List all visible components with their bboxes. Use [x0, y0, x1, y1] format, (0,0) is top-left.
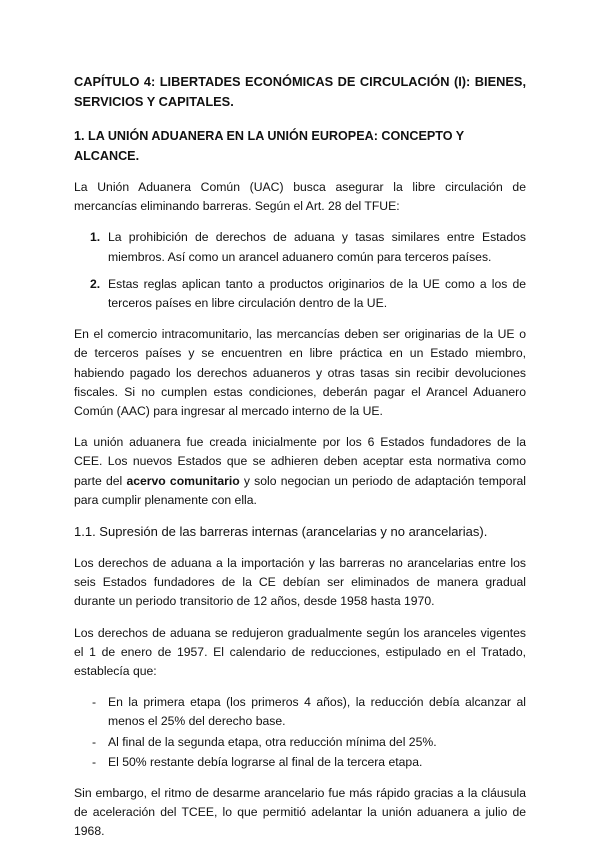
dash-list-item: [74, 693, 526, 731]
dash-list-item: [74, 753, 526, 772]
body-paragraph: Sin embargo, el ritmo de desarme arancelario fue más rápido gracias a la cláusula de aceleración del TCEE, lo que permitió adelantar la unión aduanera a julio de 1968.: [74, 786, 526, 839]
list-number: 1.: [90, 230, 101, 245]
bold-term: acervo comunitario: [126, 473, 240, 488]
list-number: 2.: [90, 276, 101, 291]
chapter-title: CAPÍTULO 4: LIBERTADES ECONÓMICAS DE CIRCULACIÓN (I): BIENES, SERVICIOS Y CAPITALES.: [74, 74, 526, 109]
list-item-text: Estas reglas aplican tanto a productos originarios de la UE como a los de terceros países en libre circulación dentro de la UE.: [108, 276, 526, 311]
page-content: [74, 72, 526, 854]
paragraph-text: La unión aduanera fue creada inicialmente por los 6 Estados fundadores de la CEE. Los nuevos Estados que se adhieren deben aceptar esta normativa como parte del: [74, 435, 526, 488]
dash-bullet: -: [92, 754, 97, 769]
section-intro-paragraph: La Unión Aduanera Común (UAC) busca asegurar la libre circulación de mercancías eliminando barreras. Según el Art. 28 del TFUE:: [74, 180, 526, 214]
dash-list-item: [74, 733, 526, 752]
list-item-text: Al final de la segunda etapa, otra reducción mínima del 25%.: [108, 734, 437, 749]
body-paragraph: Los derechos de aduana a la importación y las barreras no arancelarias entre los seis Estados fundadores de la CE debían ser eliminados de manera gradual durante un periodo transitorio de 12 años, desde 1958 hasta 1970.: [74, 556, 526, 609]
list-item-text: La prohibición de derechos de aduana y tasas similares entre Estados miembros. Así como un arancel aduanero común para terceros países.: [108, 230, 526, 264]
body-paragraph: Los derechos de aduana se redujeron gradualmente según los aranceles vigentes el 1 de enero de 1957. El calendario de reducciones, estipulado en el Tratado, establecía que:: [74, 625, 526, 679]
list-item-text: El 50% restante debía lograrse al final de la tercera etapa.: [108, 754, 423, 769]
dash-bullet: -: [92, 734, 97, 749]
section-title: 1. LA UNIÓN ADUANERA EN LA UNIÓN EUROPEA: CONCEPTO Y ALCANCE.: [74, 129, 464, 163]
numbered-list-item: [74, 275, 526, 313]
dash-list: [74, 693, 526, 772]
body-paragraph: [74, 433, 526, 510]
dash-bullet: -: [92, 695, 97, 710]
numbered-list-item: [74, 228, 526, 266]
list-item-text: En la primera etapa (los primeros 4 años), la reducción debía alcanzar al menos el 25% del derecho base.: [108, 695, 526, 729]
paragraph-text: y solo negocian un periodo de adaptación temporal para cumplir plenamente con ella.: [74, 473, 526, 507]
subsection-title: 1.1. Supresión de las barreras internas (arancelarias y no arancelarias).: [74, 524, 488, 540]
numbered-list: [74, 228, 526, 313]
body-paragraph: En el comercio intracomunitario, las mercancías deben ser originarias de la UE o de terceros países y se encuentren en libre práctica en un Estado miembro, habiendo pagado los derechos aduaneros y otras tasas sin recibir devoluciones fiscales. Si no cumplen estas condiciones, deberán pagar el Arancel Aduanero Común (AAC) para ingresar al mercado interno de la UE.: [74, 327, 526, 419]
